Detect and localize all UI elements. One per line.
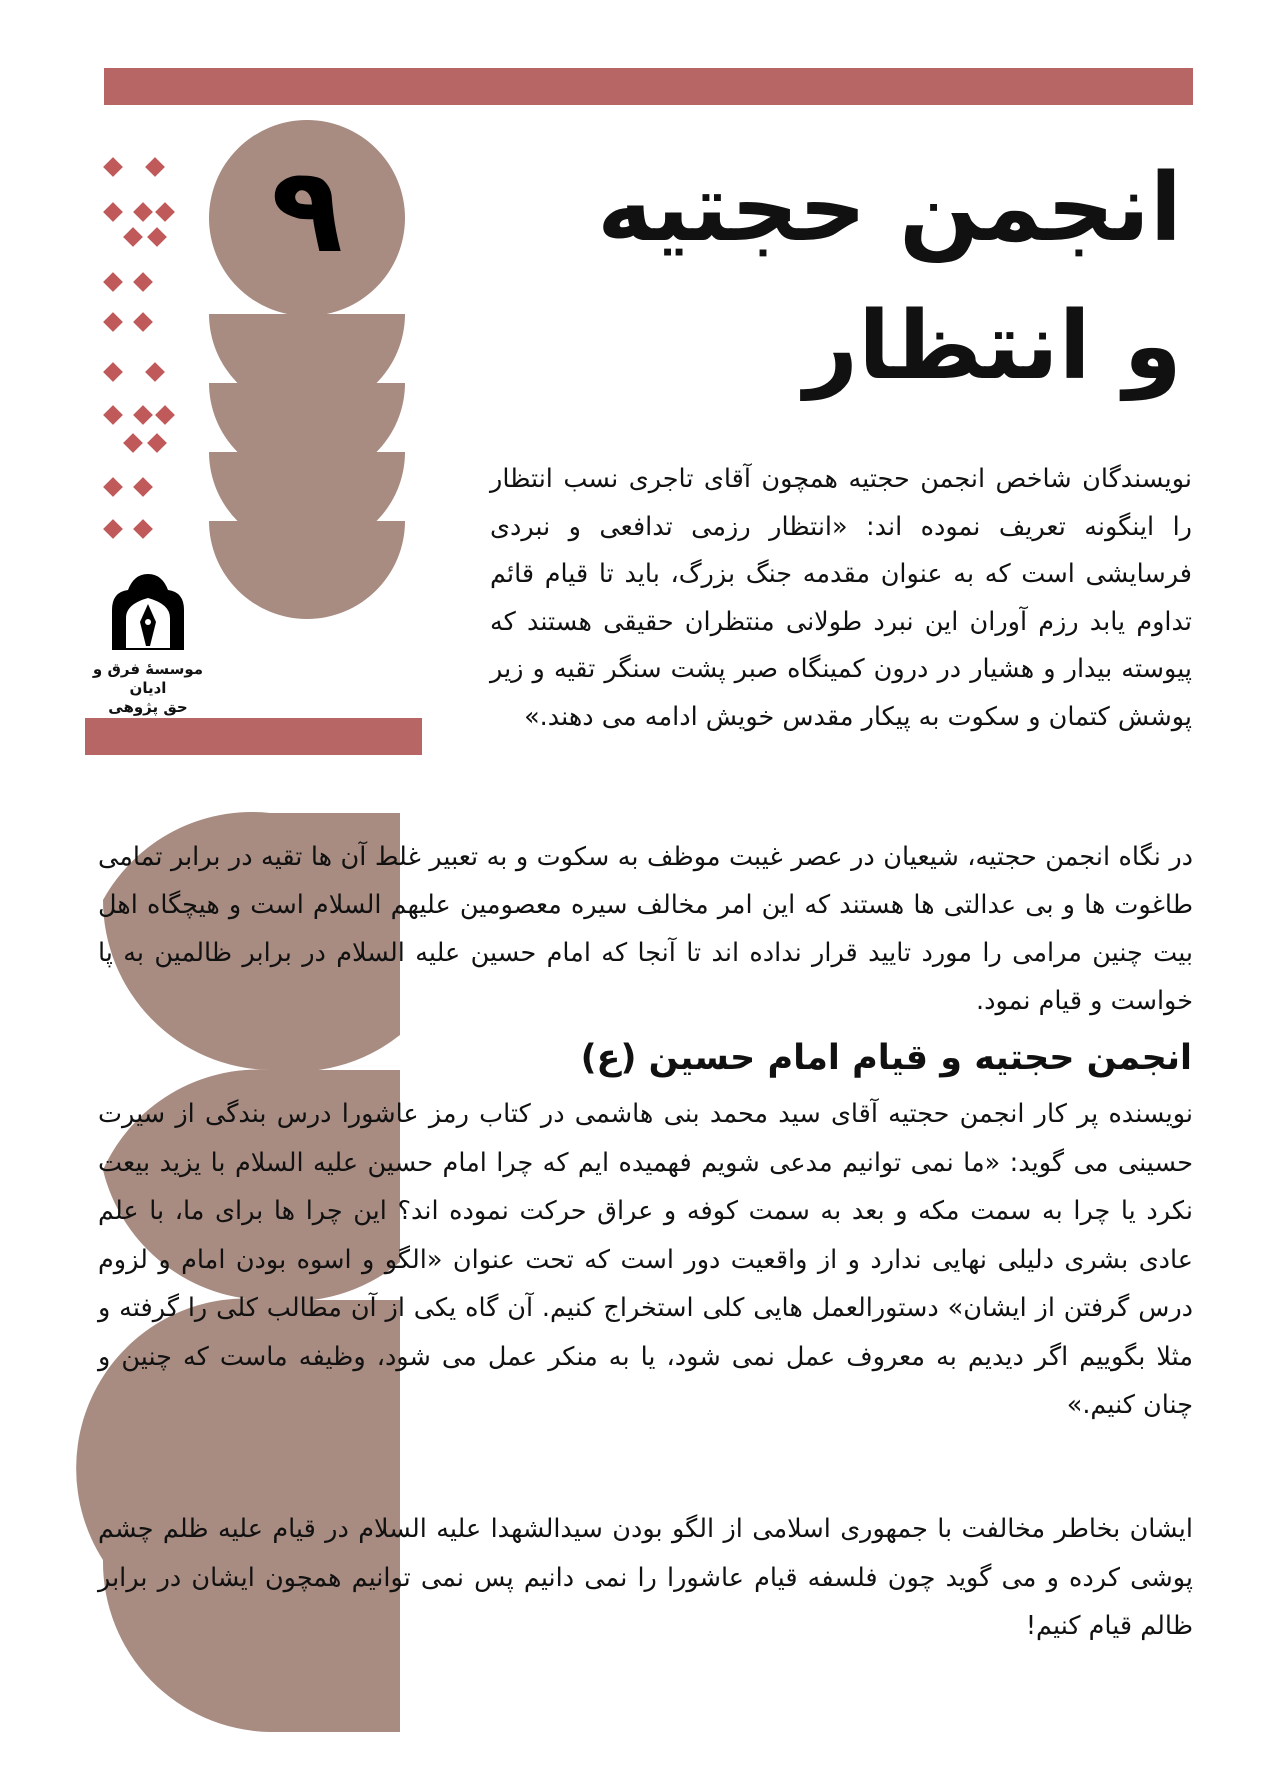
issue-number: ۹	[270, 141, 344, 279]
shape-half-disc	[209, 521, 405, 619]
institute-logo-icon	[112, 574, 184, 650]
section-subheading: انجمن حجتیه و قیام امام حسین (ع)	[580, 1038, 1192, 1078]
top-accent-bar	[104, 68, 1193, 105]
logo-line-1: موسسهٔ فرق و ادیان	[92, 660, 204, 697]
institute-logo-text	[78, 660, 218, 717]
body-paragraph-3: ایشان بخاطر مخالفت با جمهوری اسلامی از الگو بودن سیدالشهدا علیه السلام در قیام علیه ظلم چشم پوشی کرده و می گوید چون فلسفه قیام عاشورا را نمی دانیم پس نمی توانیم همچون ایشان در برابر ظالم قیام کنیم!	[98, 1514, 1193, 1641]
body-paragraph-1: در نگاه انجمن حجتیه، شیعیان در عصر غیبت موظف به سکوت و به تعبیر غلط آن ها تقیه در برابر تمامی طاغوت ها و بی عدالتی ها هستند که این امر مخالف سیره معصومین علیهم السلام است و هیچگاه اهل بیت چنین مرامی را مورد تایید قرار نداده اند تا آنجا که امام حسین علیه السلام در برابر ظالمین به پا خواست و قیام نمود.	[98, 842, 1193, 1016]
title-line-2: و انتظار	[803, 292, 1182, 401]
dot-pattern	[103, 157, 175, 539]
body-paragraph-2: نویسنده پر کار انجمن حجتیه آقای سید محمد بنی هاشمی در کتاب رمز عاشورا درس بندگی از سیرت حسینی می گوید: «ما نمی توانیم مدعی شویم فهمیده ایم که چرا امام حسین علیه السلام با یزید بیعت نکرد یا چرا به سمت مکه و بعد به سمت کوفه و عراق حرکت نموده اند؟ این چرا ها برای ما، با علم عادی بشری دلیلی نهایی ندارد و از واقعیت دور است که تحت عنوان «الگو و اسوه بودن امام و لزوم درس گرفتن از ایشان» دستورالعمل هایی کلی استخراج کنیم. آن گاه یکی از آن مطالب کلی را گرفته و مثلا بگوییم اگر دیدیم به معروف عمل نمی شود، یا به منکر عمل می شود، وظیفه ماست که چنین و چنان کنیم.»	[98, 1099, 1193, 1420]
page-title	[422, 140, 1182, 416]
title-line-1: انجمن حجتیه	[597, 154, 1182, 263]
intro-paragraph: نویسندگان شاخص انجمن حجتیه همچون آقای تاجری نسب انتظار را اینگونه تعریف نموده اند: «انتظار رزمی تدافعی و نبردی فرسایشی است که به عنوان مقدمه جنگ بزرگ، باید تا قیام قائم تداوم یابد رزم آوران این نبرد طولانی منتظران حقیقی هستند که پیوسته بیدار و هشیار در درون کمینگاه صبر پشت سنگر تقیه و زیر پوشش کتمان و سکوت به پیکار مقدس خویش ادامه می دهند.»	[490, 464, 1192, 732]
logo-line-2: حق پژوهی	[108, 698, 188, 716]
side-accent-bar	[85, 718, 422, 755]
